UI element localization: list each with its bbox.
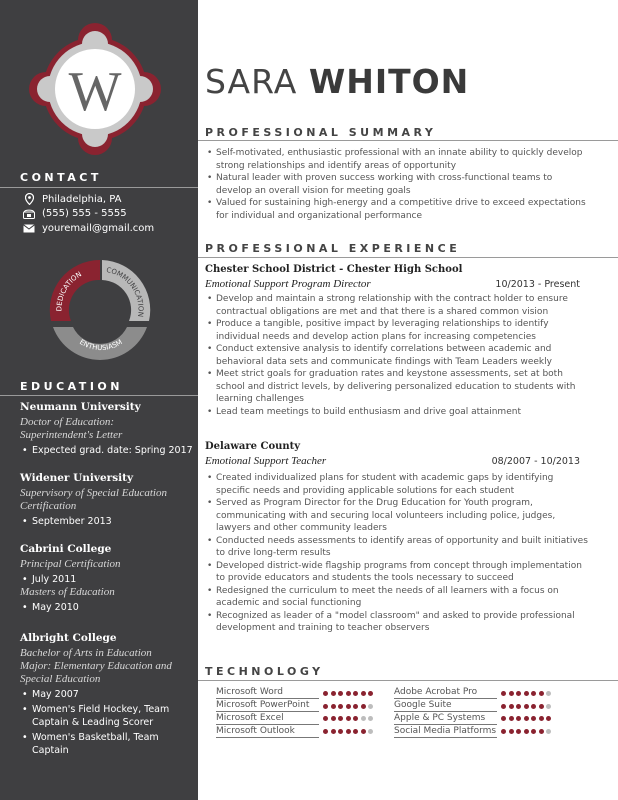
education-entry (20, 472, 198, 528)
rating-dot (361, 729, 366, 734)
rating-dot (368, 716, 373, 721)
technology-divider (198, 680, 618, 681)
education-detail: • Women's Field Hockey, Team (20, 703, 198, 716)
bullet-item: • Develop and maintain a strong relationship with the contract holder to ensure contractual obligations are met and that there is a shared common vision (205, 293, 590, 318)
contact-heading: CONTACT (20, 171, 102, 184)
education-entry (20, 543, 198, 614)
rating-dot (539, 716, 544, 721)
school-name: Cabrini College (20, 543, 112, 555)
rating-dot (361, 691, 366, 696)
rating-dot (509, 704, 514, 709)
rating-dot (338, 704, 343, 709)
location-pin-icon (22, 193, 36, 205)
rating-dot (516, 716, 521, 721)
phone-icon (22, 209, 36, 219)
job-role-row (205, 278, 580, 290)
rating-dot (323, 691, 328, 696)
skill-name: Google Suite (394, 700, 497, 712)
skill-row (216, 725, 373, 738)
rating-dot (539, 704, 544, 709)
job-org: Chester School District - Chester High School (205, 264, 463, 275)
rating-dot (546, 716, 551, 721)
rating-dot (531, 691, 536, 696)
skill-rating (323, 704, 373, 709)
education-divider (0, 395, 198, 396)
rating-dot (501, 691, 506, 696)
rating-dot (353, 691, 358, 696)
job-duties-list (205, 472, 590, 635)
traits-ring-graphic (40, 250, 160, 370)
last-name: WHITON (308, 62, 470, 101)
rating-dot (531, 704, 536, 709)
envelope-icon (22, 224, 36, 233)
education-detail: • May 2007 (20, 688, 198, 701)
degree-name: Certification (20, 500, 77, 512)
dedication-segment (50, 260, 100, 321)
contact-location (22, 193, 122, 205)
skill-rating (323, 729, 373, 734)
degree-name: Special Education (20, 673, 101, 685)
rating-dot (361, 716, 366, 721)
skill-row (394, 725, 551, 738)
skill-name: Microsoft Outlook (216, 726, 319, 738)
rating-dot (346, 716, 351, 721)
rating-dot (353, 716, 358, 721)
skill-rating (501, 729, 551, 734)
rating-dot (516, 704, 521, 709)
skill-row (394, 687, 551, 700)
rating-dot (531, 716, 536, 721)
bullet-item: • Meet strict goals for graduation rates and keystone assessments, set at both school and district levels, by delivering personalized education to students with learning challenges (205, 368, 590, 406)
rating-dot (368, 729, 373, 734)
bullet-item: • Natural leader with proven success working with cross-functional teams to develop an overall vision for meeting goals (205, 172, 590, 197)
rating-dot (509, 729, 514, 734)
skill-name: Apple & PC Systems (394, 713, 497, 725)
rating-dot (323, 704, 328, 709)
skill-name: Social Media Platforms (394, 725, 497, 736)
rating-dot (524, 691, 529, 696)
communication-label: COMMUNICATION (105, 266, 145, 318)
rating-dot (323, 716, 328, 721)
skill-name: Adobe Acrobat Pro (394, 687, 497, 699)
rating-dot (353, 704, 358, 709)
rating-dot (546, 691, 551, 696)
education-detail: • Women's Basketball, Team Captain (20, 731, 198, 757)
rating-dot (539, 691, 544, 696)
rating-dot (524, 704, 529, 709)
skill-rating (501, 704, 551, 709)
job-role: Emotional Support Teacher (205, 455, 327, 467)
summary-heading: PROFESSIONAL SUMMARY (205, 126, 437, 139)
skill-rating (323, 716, 373, 721)
job-role: Emotional Support Program Director (205, 278, 371, 290)
contact-location-text: Philadelphia, PA (42, 193, 122, 205)
contact-divider (0, 187, 198, 188)
bullet-item: • Conduct extensive analysis to identify correlations between academic and behavioral data sets and communicate findings with Team Leaders weekly (205, 343, 590, 368)
skill-row (216, 687, 373, 700)
skill-name: Microsoft PowerPoint (216, 700, 319, 712)
dedication-label: DEDICATION (55, 270, 83, 312)
school-name: Neumann University (20, 401, 141, 413)
rating-dot (501, 729, 506, 734)
rating-dot (338, 716, 343, 721)
bullet-item: • Developed district-wide flagship programs from concept through implementation to provide educators and students the tools necessary to succeed (205, 560, 590, 585)
rating-dot (501, 716, 506, 721)
job-duties-list (205, 293, 590, 418)
bullet-item: • Conducted needs assessments to identify areas of opportunity and built initiatives to drive long-term results (205, 535, 590, 560)
education-entry (20, 632, 198, 757)
skill-row (216, 713, 373, 726)
education-entry (20, 401, 198, 457)
degree-name: Principal Certification (20, 558, 121, 570)
job-dates: 08/2007 - 10/2013 (491, 456, 580, 467)
technology-list-right (394, 687, 551, 738)
rating-dot (331, 691, 336, 696)
rating-dot (361, 704, 366, 709)
education-heading: EDUCATION (20, 380, 123, 393)
education-detail: • May 2010 (20, 601, 198, 614)
rating-dot (546, 704, 551, 709)
summary-list (205, 147, 590, 222)
enthusiasm-label: ENTHUSIASM (78, 338, 124, 353)
logo-letter: W (68, 61, 122, 123)
rating-dot (516, 729, 521, 734)
rating-dot (338, 729, 343, 734)
rating-dot (509, 691, 514, 696)
skill-name: Microsoft Excel (216, 713, 319, 725)
degree-name: Bachelor of Arts in Education (20, 647, 152, 659)
rating-dot (331, 729, 336, 734)
education-detail: • September 2013 (20, 515, 198, 528)
rating-dot (323, 729, 328, 734)
skill-row (394, 713, 551, 726)
experience-divider (198, 257, 618, 258)
job-dates: 10/2013 - Present (495, 279, 580, 290)
technology-list-left (216, 687, 373, 738)
education-detail: • Expected grad. date: Spring 2017 (20, 444, 198, 457)
skill-row (394, 700, 551, 713)
sidebar (0, 0, 198, 800)
education-detail: • July 2011 (20, 573, 198, 586)
rating-dot (516, 691, 521, 696)
bullet-item: • Redesigned the curriculum to meet the needs of all learners with a focus on academic and social functioning (205, 585, 590, 610)
skill-rating (501, 691, 551, 696)
technology-heading: TECHNOLOGY (205, 665, 324, 678)
rating-dot (539, 729, 544, 734)
bullet-item: • Created individualized plans for student with academic gaps by identifying specific needs and providing applicable solutions for each student (205, 472, 590, 497)
school-name: Widener University (20, 472, 134, 484)
candidate-name (205, 62, 469, 101)
degree-name: Doctor of Education: (20, 416, 115, 428)
rating-dot (524, 716, 529, 721)
contact-phone-text: (555) 555 - 5555 (42, 208, 127, 219)
degree-name: Masters of Education (20, 586, 115, 598)
contact-phone (22, 208, 127, 219)
rating-dot (501, 704, 506, 709)
first-name: SARA (205, 62, 298, 101)
rating-dot (509, 716, 514, 721)
bullet-item: • Produce a tangible, positive impact by leveraging relationships to identify individual needs and develop action plans for increasing competencies (205, 318, 590, 343)
rating-dot (338, 691, 343, 696)
rating-dot (331, 704, 336, 709)
degree-name: Supervisory of Special Education (20, 487, 167, 499)
rating-dot (346, 704, 351, 709)
rating-dot (524, 729, 529, 734)
bullet-item: • Valued for sustaining high-energy and a competitive drive to exceed expectations for individual and organizational performance (205, 197, 590, 222)
education-detail: Captain & Leading Scorer (32, 717, 154, 728)
rating-dot (531, 729, 536, 734)
enthusiasm-segment (53, 327, 147, 360)
job-org: Delaware County (205, 441, 301, 452)
bullet-item: • Recognized as leader of a "model classroom" and asked to provide professional development and training to teacher observers (205, 610, 590, 635)
bullet-item: • Served as Program Director for the Drug Education for Youth program, communicating with and securing local volunteers including police, judges, lawyers and other community leaders (205, 497, 590, 535)
degree-name: Superintendent's Letter (20, 429, 123, 441)
rating-dot (346, 729, 351, 734)
rating-dot (346, 691, 351, 696)
job-role-row (205, 455, 580, 467)
skill-name: Microsoft Word (216, 687, 319, 699)
skill-rating (323, 691, 373, 696)
rating-dot (368, 691, 373, 696)
bullet-item: • Self-motivated, enthusiastic professional with an innate ability to quickly develop strong relationships and identify areas of opportunity (205, 147, 590, 172)
contact-email (22, 223, 154, 234)
rating-dot (546, 729, 551, 734)
skill-row (216, 700, 373, 713)
rating-dot (331, 716, 336, 721)
rating-dot (368, 704, 373, 709)
contact-email-text: youremail@gmail.com (42, 223, 155, 234)
rating-dot (353, 729, 358, 734)
bullet-item: • Lead team meetings to build enthusiasm and drive goal attainment (205, 406, 590, 419)
experience-heading: PROFESSIONAL EXPERIENCE (205, 242, 461, 255)
skill-rating (501, 716, 551, 721)
monogram-logo (28, 22, 162, 156)
degree-name: Major: Elementary Education and (20, 660, 172, 672)
summary-divider (198, 140, 618, 141)
school-name: Albright College (20, 632, 117, 644)
